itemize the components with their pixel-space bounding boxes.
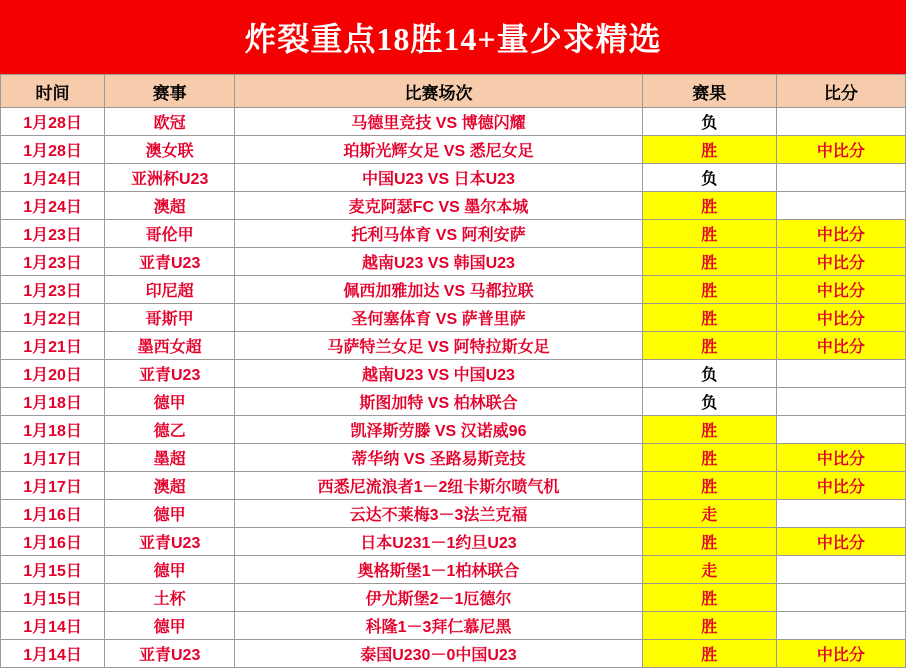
table-row <box>1 472 906 500</box>
cell-result: 胜 <box>642 416 776 444</box>
cell-result: 胜 <box>642 304 776 332</box>
cell-match: 佩西加雅加达 VS 马都拉联 <box>235 276 642 304</box>
cell-time: 1月23日 <box>1 220 105 248</box>
cell-league: 德乙 <box>105 416 235 444</box>
cell-score <box>776 584 905 612</box>
cell-score <box>776 164 905 192</box>
cell-league: 哥斯甲 <box>105 304 235 332</box>
banner <box>0 0 906 74</box>
table-head <box>1 75 906 108</box>
cell-match: 泰国U230－0中国U23 <box>235 640 642 668</box>
cell-result: 胜 <box>642 192 776 220</box>
cell-time: 1月14日 <box>1 612 105 640</box>
cell-score: 中比分 <box>776 472 905 500</box>
cell-result: 走 <box>642 556 776 584</box>
table-row <box>1 416 906 444</box>
cell-result: 胜 <box>642 584 776 612</box>
cell-score: 中比分 <box>776 136 905 164</box>
cell-result: 负 <box>642 108 776 136</box>
cell-score: 中比分 <box>776 276 905 304</box>
cell-result: 胜 <box>642 444 776 472</box>
header-league: 赛事 <box>105 75 235 108</box>
cell-time: 1月15日 <box>1 584 105 612</box>
table-row <box>1 556 906 584</box>
cell-league: 亚青U23 <box>105 360 235 388</box>
cell-time: 1月16日 <box>1 528 105 556</box>
cell-score: 中比分 <box>776 248 905 276</box>
cell-result: 负 <box>642 164 776 192</box>
table-row <box>1 612 906 640</box>
table-row <box>1 500 906 528</box>
cell-score <box>776 360 905 388</box>
table-row <box>1 192 906 220</box>
cell-league: 澳超 <box>105 192 235 220</box>
cell-time: 1月15日 <box>1 556 105 584</box>
cell-score <box>776 108 905 136</box>
cell-match: 斯图加特 VS 柏林联合 <box>235 388 642 416</box>
cell-result: 胜 <box>642 332 776 360</box>
cell-score <box>776 416 905 444</box>
cell-time: 1月24日 <box>1 164 105 192</box>
banner-title: 炸裂重点18胜14+量少求精选 <box>244 21 662 57</box>
cell-match: 日本U231－1约旦U23 <box>235 528 642 556</box>
cell-match: 中国U23 VS 日本U23 <box>235 164 642 192</box>
cell-match: 珀斯光辉女足 VS 悉尼女足 <box>235 136 642 164</box>
cell-league: 德甲 <box>105 612 235 640</box>
cell-time: 1月28日 <box>1 136 105 164</box>
cell-result: 走 <box>642 500 776 528</box>
cell-time: 1月28日 <box>1 108 105 136</box>
cell-time: 1月23日 <box>1 276 105 304</box>
cell-league: 墨超 <box>105 444 235 472</box>
cell-match: 蒂华纳 VS 圣路易斯竞技 <box>235 444 642 472</box>
cell-result: 胜 <box>642 640 776 668</box>
cell-league: 墨西女超 <box>105 332 235 360</box>
table-row <box>1 136 906 164</box>
cell-match: 西悉尼流浪者1－2纽卡斯尔喷气机 <box>235 472 642 500</box>
cell-time: 1月20日 <box>1 360 105 388</box>
cell-score <box>776 388 905 416</box>
cell-match: 伊尤斯堡2－1厄德尔 <box>235 584 642 612</box>
table-row <box>1 248 906 276</box>
cell-match: 圣何塞体育 VS 萨普里萨 <box>235 304 642 332</box>
cell-league: 哥伦甲 <box>105 220 235 248</box>
cell-match: 凯泽斯劳滕 VS 汉诺威96 <box>235 416 642 444</box>
cell-time: 1月17日 <box>1 472 105 500</box>
cell-score <box>776 612 905 640</box>
cell-match: 麦克阿瑟FC VS 墨尔本城 <box>235 192 642 220</box>
cell-time: 1月21日 <box>1 332 105 360</box>
cell-league: 澳女联 <box>105 136 235 164</box>
cell-result: 负 <box>642 360 776 388</box>
table-body <box>1 108 906 668</box>
cell-time: 1月16日 <box>1 500 105 528</box>
cell-match: 马德里竞技 VS 博德闪耀 <box>235 108 642 136</box>
cell-score: 中比分 <box>776 332 905 360</box>
cell-league: 土杯 <box>105 584 235 612</box>
cell-result: 胜 <box>642 472 776 500</box>
cell-league: 欧冠 <box>105 108 235 136</box>
cell-result: 胜 <box>642 136 776 164</box>
cell-time: 1月18日 <box>1 388 105 416</box>
table-row <box>1 360 906 388</box>
cell-match: 科隆1－3拜仁慕尼黑 <box>235 612 642 640</box>
cell-league: 德甲 <box>105 388 235 416</box>
table-header-row <box>1 75 906 108</box>
header-score: 比分 <box>776 75 905 108</box>
cell-result: 胜 <box>642 528 776 556</box>
cell-match: 云达不莱梅3－3法兰克福 <box>235 500 642 528</box>
cell-league: 德甲 <box>105 556 235 584</box>
cell-time: 1月14日 <box>1 640 105 668</box>
cell-score: 中比分 <box>776 444 905 472</box>
cell-score <box>776 500 905 528</box>
cell-league: 亚青U23 <box>105 528 235 556</box>
table-row <box>1 640 906 668</box>
header-time: 时间 <box>1 75 105 108</box>
table-row <box>1 276 906 304</box>
table-row <box>1 304 906 332</box>
cell-time: 1月24日 <box>1 192 105 220</box>
cell-match: 越南U23 VS 中国U23 <box>235 360 642 388</box>
cell-score: 中比分 <box>776 220 905 248</box>
table-row <box>1 220 906 248</box>
table-row <box>1 584 906 612</box>
cell-score: 中比分 <box>776 640 905 668</box>
cell-score: 中比分 <box>776 304 905 332</box>
cell-league: 德甲 <box>105 500 235 528</box>
cell-time: 1月23日 <box>1 248 105 276</box>
table-row <box>1 444 906 472</box>
cell-league: 亚洲杯U23 <box>105 164 235 192</box>
cell-match: 奥格斯堡1－1柏林联合 <box>235 556 642 584</box>
table-row <box>1 388 906 416</box>
cell-match: 马萨特兰女足 VS 阿特拉斯女足 <box>235 332 642 360</box>
match-table <box>0 74 906 668</box>
cell-time: 1月18日 <box>1 416 105 444</box>
table-row <box>1 164 906 192</box>
header-result: 赛果 <box>642 75 776 108</box>
cell-result: 胜 <box>642 612 776 640</box>
cell-result: 胜 <box>642 276 776 304</box>
cell-result: 胜 <box>642 248 776 276</box>
cell-time: 1月17日 <box>1 444 105 472</box>
cell-time: 1月22日 <box>1 304 105 332</box>
cell-score <box>776 192 905 220</box>
cell-league: 亚青U23 <box>105 248 235 276</box>
table-row <box>1 332 906 360</box>
header-match: 比赛场次 <box>235 75 642 108</box>
cell-league: 印尼超 <box>105 276 235 304</box>
table-row <box>1 108 906 136</box>
cell-league: 澳超 <box>105 472 235 500</box>
cell-result: 负 <box>642 388 776 416</box>
cell-result: 胜 <box>642 220 776 248</box>
table-row <box>1 528 906 556</box>
cell-match: 托利马体育 VS 阿利安萨 <box>235 220 642 248</box>
cell-score <box>776 556 905 584</box>
cell-match: 越南U23 VS 韩国U23 <box>235 248 642 276</box>
cell-score: 中比分 <box>776 528 905 556</box>
cell-league: 亚青U23 <box>105 640 235 668</box>
